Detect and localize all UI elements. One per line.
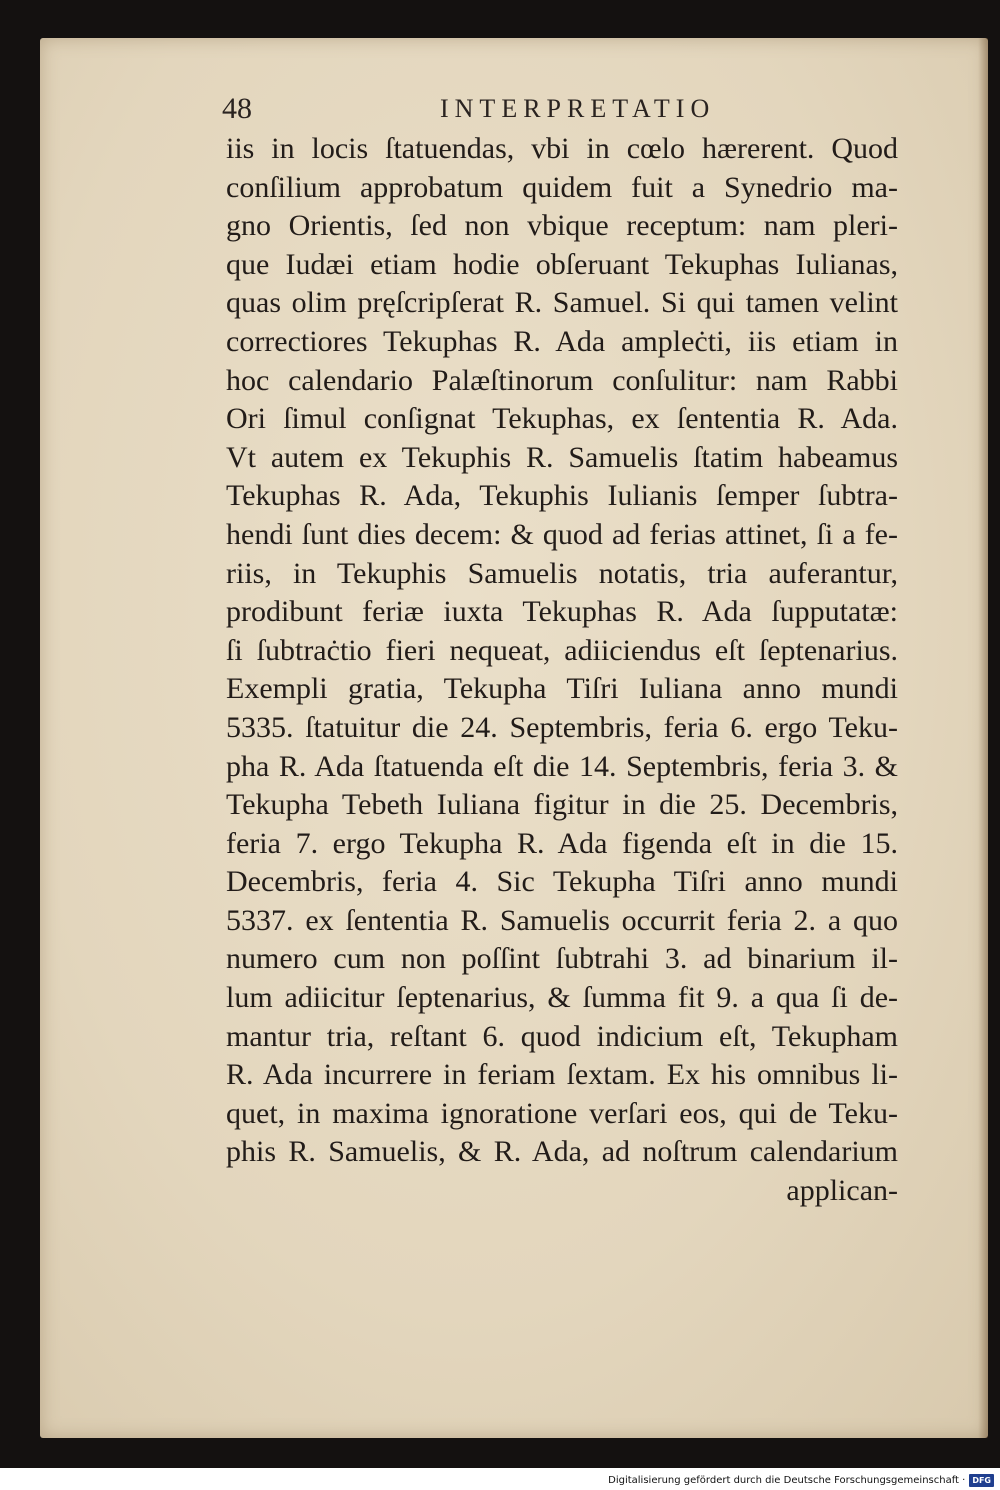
running-title: INTERPRETATIO — [440, 94, 716, 123]
text-line: numero cum non poſſint ſubtrahi 3. ad binarium il- — [226, 942, 898, 976]
text-line: gno Orientis, ſed non vbique receptum: nam pleri- — [226, 209, 898, 243]
text-line: riis, in Tekuphis Samuelis notatis, tria auferantur, — [226, 556, 898, 590]
text-line: correctiores Tekuphas R. Ada ampleċti, iis etiam in — [226, 324, 898, 358]
text-line: R. Ada incurrere in feriam ſextam. Ex his omnibus li- — [226, 1058, 898, 1092]
text-line: 5335. ſtatuitur die 24. Septembris, feria 6. ergo Teku- — [226, 710, 898, 744]
catchword: applican- — [786, 1174, 898, 1208]
text-line: feria 7. ergo Tekupha R. Ada figenda eſt in die 15. — [226, 826, 898, 860]
text-line: Ori ſimul conſignat Tekuphas, ex ſententia R. Ada. — [226, 402, 898, 436]
text-line: Tekuphas R. Ada, Tekuphis Iulianis ſemper ſubtra- — [226, 479, 898, 513]
text-line: iis in locis ſtatuendas, vbi in cœlo hærerent. Quod — [226, 132, 898, 165]
text-line: conſilium approbatum quidem fuit a Synedrio ma- — [226, 170, 898, 204]
funding-credit: Digitalisierung gefördert durch die Deutsche Forschungsgemeinschaft · — [608, 1474, 966, 1486]
page-number: 48 — [222, 92, 252, 125]
text-line: 5337. ex ſententia R. Samuelis occurrit feria 2. a quo — [226, 903, 898, 937]
text-line: hoc calendario Palæſtinorum conſulitur: nam Rabbi — [226, 363, 898, 397]
body-text — [226, 130, 898, 1211]
text-line: Decembris, feria 4. Sic Tekupha Tiſri anno mundi — [226, 865, 898, 899]
text-line: prodibunt feriæ iuxta Tekuphas R. Ada ſupputatæ: — [226, 595, 898, 629]
dfg-logo: DFG — [969, 1474, 994, 1487]
page-edge-shadow — [978, 38, 988, 1438]
text-line: quet, in maxima ignoratione verſari eos, qui de Teku- — [226, 1096, 898, 1130]
text-line: que Iudæi etiam hodie obſeruant Tekuphas Iulianas, — [226, 247, 898, 281]
text-line: Tekupha Tebeth Iuliana figitur in die 25. Decembris, — [226, 788, 898, 822]
text-line: pha R. Ada ſtatuenda eſt die 14. Septembris, feria 3. & — [226, 749, 898, 783]
text-line: phis R. Samuelis, & R. Ada, ad noſtrum calendarium — [226, 1135, 898, 1169]
text-line: hendi ſunt dies decem: & quod ad ferias attinet, ſi a fe- — [226, 517, 898, 551]
running-head — [222, 92, 732, 132]
digitization-footer — [608, 1472, 994, 1488]
text-line: ſi ſubtraċtio fieri nequeat, adiiciendus eſt ſeptenarius. — [226, 633, 898, 667]
text-line: mantur tria, reſtant 6. quod indicium eſt, Tekupham — [226, 1019, 898, 1053]
text-line: lum adiicitur ſeptenarius, & ſumma fit 9. a qua ſi de- — [226, 981, 898, 1015]
text-line: Vt autem ex Tekuphis R. Samuelis ſtatim habeamus — [226, 440, 898, 474]
text-line: quas olim pręſcripſerat R. Samuel. Si qui tamen velint — [226, 286, 898, 320]
text-line: Exempli gratia, Tekupha Tiſri Iuliana anno mundi — [226, 672, 898, 706]
